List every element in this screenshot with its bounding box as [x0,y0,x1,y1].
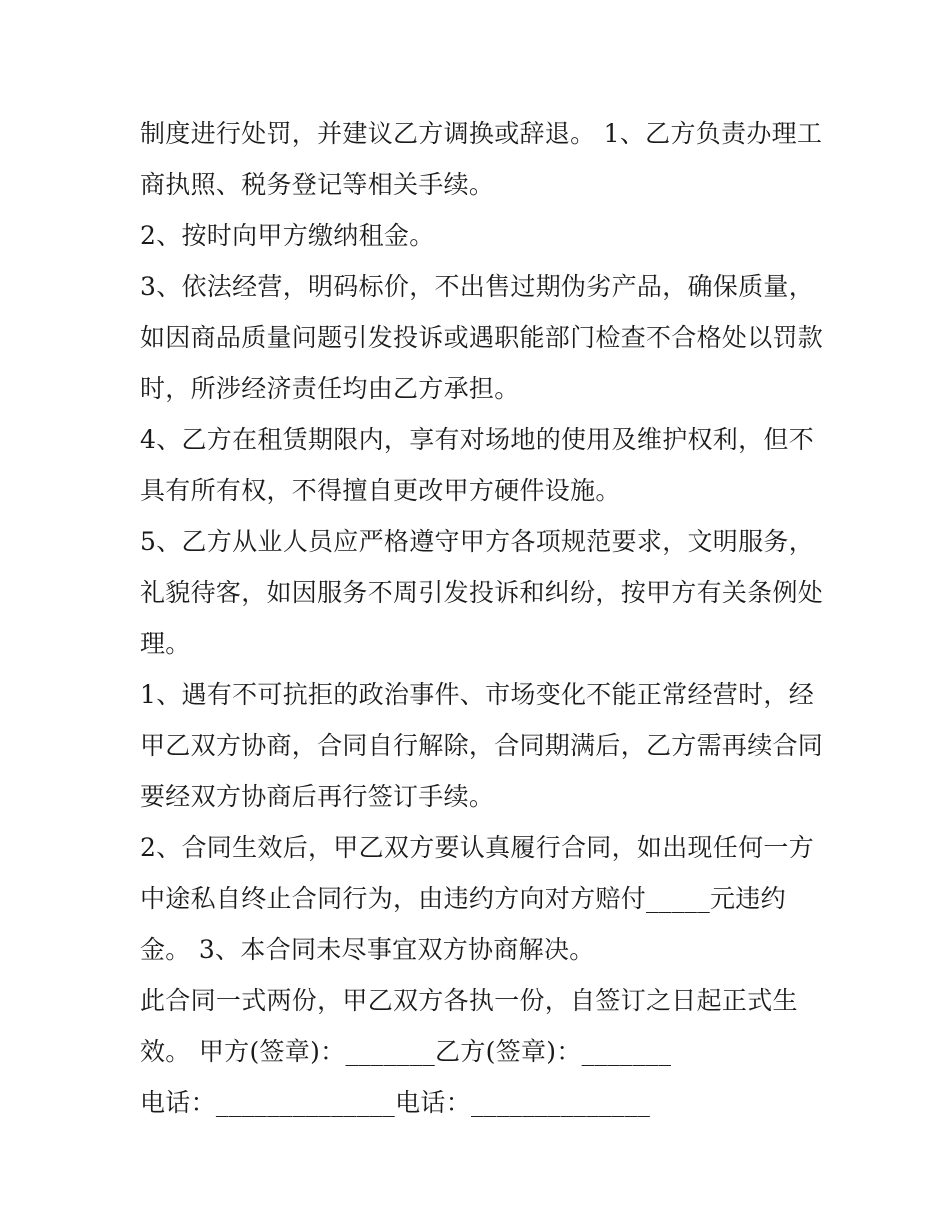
text-line-14: 要经双方协商后再行签订手续。 [140,782,495,811]
text-line-2: 商执照、税务登记等相关手续。 [140,170,495,199]
text-line-13: 甲乙双方协商，合同自行解除，合同期满后，乙方需再续合同 [140,731,824,760]
text-line-19: 效。 甲方(签章)：_______乙方(签章)：_______ [140,1037,672,1066]
text-line-4: 3、依法经营，明码标价，不出售过期伪劣产品，确保质量， [140,272,815,301]
text-line-9: 5、乙方从业人员应严格遵守甲方各项规范要求，文明服务， [140,527,815,556]
text-line-6: 时，所涉经济责任均由乙方承担。 [140,374,520,403]
text-line-8: 具有所有权，不得擅自更改甲方硬件设施。 [140,476,621,505]
text-line-11: 理。 [140,629,191,658]
text-line-17: 金。 3、本合同未尽事宜双方协商解决。 [140,935,595,964]
text-line-7: 4、乙方在租赁期限内，享有对场地的使用及维护权利，但不 [140,425,815,454]
text-line-1: 制度进行处罚，并建议乙方调换或辞退。 1、乙方负责办理工 [140,119,823,148]
text-line-12: 1、遇有不可抗拒的政治事件、市场变化不能正常经营时，经 [140,680,815,709]
text-line-10: 礼貌待客，如因服务不周引发投诉和纠纷，按甲方有关条例处 [140,578,824,607]
text-line-18: 此合同一式两份，甲乙双方各执一份，自签订之日起正式生 [140,986,798,1015]
text-line-3: 2、按时向甲方缴纳租金。 [140,221,435,250]
text-line-20: 电话：______________电话：______________ [140,1088,651,1117]
text-line-15: 2、合同生效后，甲乙双方要认真履行合同，如出现任何一方 [140,833,815,862]
contract-text [140,108,830,1128]
text-line-16: 中途私自终止合同行为，由违约方向对方赔付_____元违约 [140,884,786,913]
text-line-5: 如因商品质量问题引发投诉或遇职能部门检查不合格处以罚款 [140,323,824,352]
